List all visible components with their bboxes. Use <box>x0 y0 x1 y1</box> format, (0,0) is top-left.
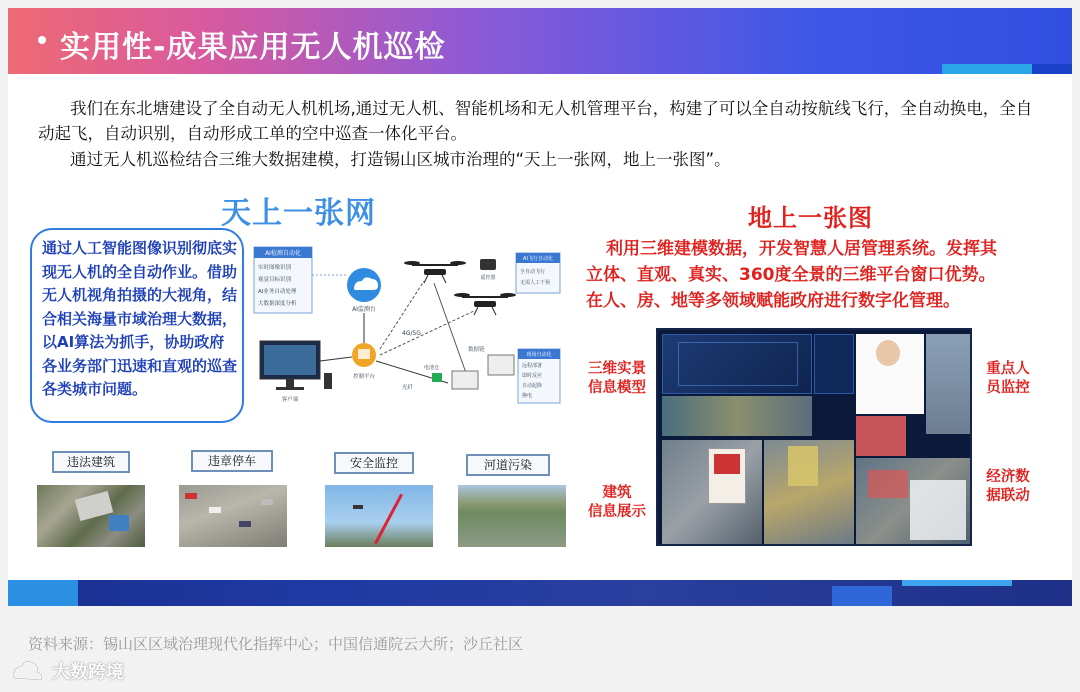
drone-icon <box>454 293 516 315</box>
battery-icon <box>432 373 442 382</box>
site-box-title: 现场自动化 <box>526 352 552 358</box>
page-title: 实用性-成果应用无人机巡检 <box>60 30 446 65</box>
label-building-info <box>582 484 652 522</box>
ground-description <box>586 236 1056 314</box>
drone-icon <box>404 261 466 283</box>
joystick-icon <box>324 373 332 389</box>
data-link-label: 数据链 <box>468 347 485 353</box>
ground-description-line-3: 在人、房、地等多领域赋能政府进行数字化管理。 <box>586 291 960 311</box>
ground-section-title: 地上一张图 <box>748 204 873 232</box>
ground-description-line-1: 利用三维建模数据，开发智慧人居管理系统。发挥其 <box>606 239 997 259</box>
ai-box-title: AI检测自动化 <box>265 250 301 257</box>
flight-box-title: AI飞行自动化 <box>523 256 553 262</box>
label-economic-data-line-1: 经济数 <box>986 469 1030 485</box>
label-key-personnel <box>976 360 1040 398</box>
footer-accent-block <box>832 586 892 606</box>
category-tag-river-pollution: 河道污染 <box>466 454 550 476</box>
hangar-icon <box>452 371 478 389</box>
site-box-item-1: 远程部署 <box>522 363 543 369</box>
photo-illegal-parking <box>179 485 287 547</box>
ground-description-line-2: 立体、直观、真实、360度全景的三维平台窗口优势。 <box>586 265 996 285</box>
client-label: 客户端 <box>281 397 299 403</box>
label-3d-model-line-1: 三维实景 <box>588 361 646 377</box>
remote-icon <box>480 259 496 270</box>
label-key-personnel-line-2: 员监控 <box>986 380 1030 396</box>
category-tag-illegal-parking: 违章停车 <box>191 450 273 472</box>
label-economic-data <box>976 468 1040 506</box>
drone-system-diagram <box>252 245 562 405</box>
ai-box-item-3: AI业务自动处理 <box>258 289 297 295</box>
ai-box-item-2: 视觉目标识别 <box>258 277 292 283</box>
brand-logo <box>10 658 124 684</box>
sky-description: 通过人工智能图像识别彻底实现无人机的全自动作业。借助无人机视角拍摄的大视角，结合相关海量市域治理大数据，以AI算法为抓手，协助政府各业务部门迅速和直观的巡查各类城市问题。 <box>42 239 238 398</box>
footer-accent-block <box>8 580 78 606</box>
photo-river-pollution <box>458 485 566 547</box>
smart-city-dashboard-image <box>656 328 972 546</box>
site-box-item-4: 换电 <box>522 393 533 399</box>
fiber-label: 光纤 <box>402 385 414 391</box>
ai-platform-label: AI监测台 <box>352 306 376 313</box>
category-tag-safety-monitoring: 安全监控 <box>334 452 414 474</box>
brand-logo-text: 大数跨境 <box>52 662 124 683</box>
bullet-dot <box>38 36 46 44</box>
slide <box>8 8 1072 606</box>
brand-logo-icon <box>10 658 46 684</box>
footer-band <box>8 580 1072 606</box>
site-box-item-2: 即时反应 <box>522 373 543 379</box>
sky-section-title: 天上一张网 <box>221 196 376 231</box>
header-accent-bar-dark <box>1032 64 1072 74</box>
label-3d-model <box>582 360 652 398</box>
link-label: 4G/5G <box>402 330 421 337</box>
remote-label: 遥控器 <box>480 275 496 281</box>
site-box-item-3: 自动起降 <box>522 383 543 389</box>
flight-box-item-1: 全自动飞行 <box>520 269 546 275</box>
ai-box-item-1: 实时图像识别 <box>258 265 292 271</box>
flight-box-item-2: 无需人工干预 <box>520 280 551 286</box>
category-tag-illegal-building: 违法建筑 <box>52 451 130 473</box>
footer-accent-bar <box>902 580 1012 586</box>
label-3d-model-line-2: 信息模型 <box>588 380 646 396</box>
hangar-icon <box>488 355 514 375</box>
battery-label: 电池仓 <box>424 365 440 371</box>
label-key-personnel-line-1: 重点人 <box>986 361 1030 377</box>
header-accent-bar <box>942 64 1032 74</box>
intro-paragraph-1: 我们在东北塘建设了全自动无人机机场,通过无人机、智能机场和无人机管理平台，构建了可以全自动按航线飞行，全自动换电，全自动起飞，自动识别，自动形成工单的空中巡查一体化平台。 <box>38 99 1033 143</box>
control-platform-label: 控制平台 <box>352 374 376 380</box>
header-banner <box>8 8 1072 74</box>
photo-safety-monitoring <box>325 485 433 547</box>
source-note: 资料来源：锡山区区域治理现代化指挥中心；中国信通院云大所；沙丘社区 <box>28 635 524 653</box>
photo-illegal-building <box>37 485 145 547</box>
ai-box-item-4: 大数据深度分析 <box>258 301 297 307</box>
label-economic-data-line-2: 据联动 <box>986 488 1030 504</box>
label-building-info-line-1: 建筑 <box>602 485 632 501</box>
label-building-info-line-2: 信息展示 <box>588 504 646 520</box>
intro-paragraph-2: 通过无人机巡检结合三维大数据建模，打造锡山区城市治理的“天上一张网，地上一张图”。 <box>70 150 731 169</box>
